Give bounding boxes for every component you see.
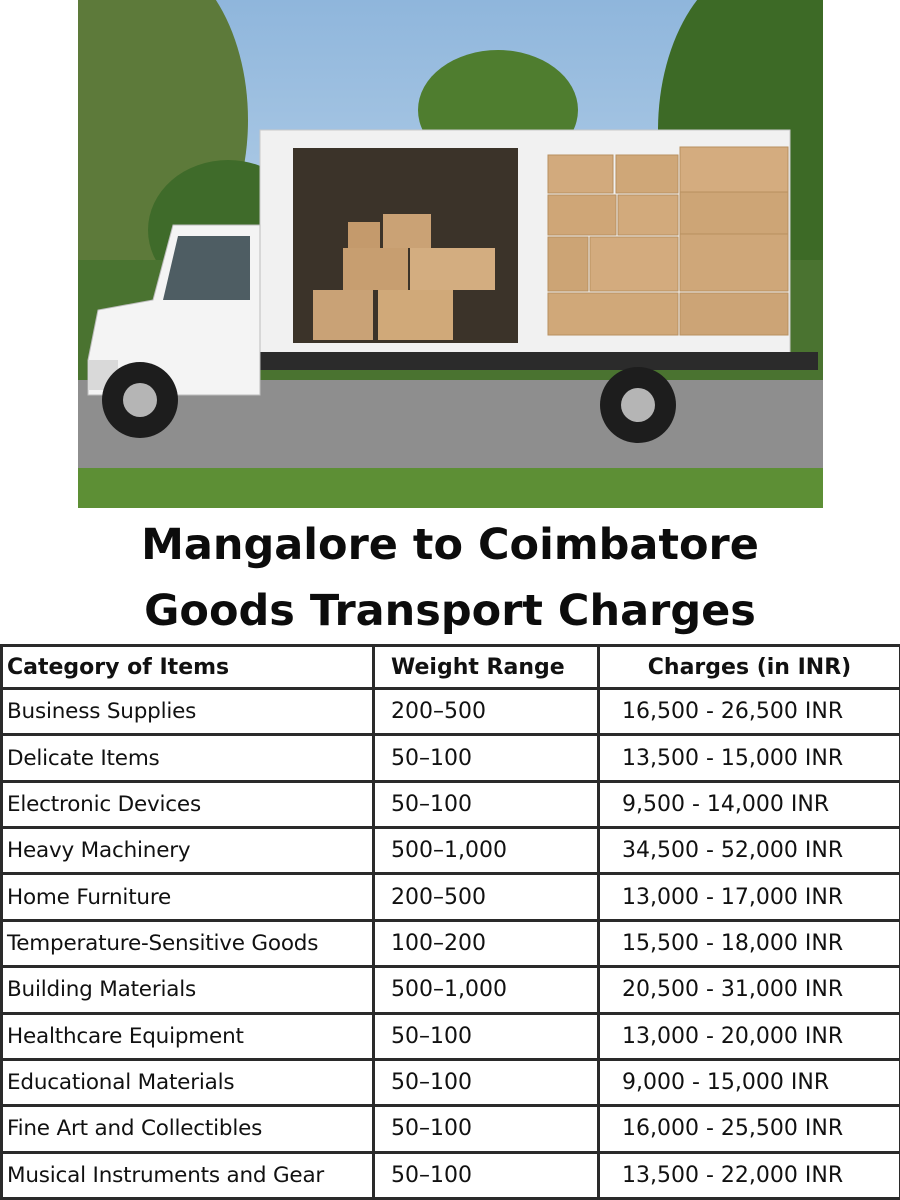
table-row	[2, 1013, 900, 1059]
cell-charges: 16,500 - 26,500 INR	[599, 689, 900, 735]
table-row	[2, 781, 900, 827]
table-row	[2, 1059, 900, 1105]
cell-charges: 34,500 - 52,000 INR	[599, 828, 900, 874]
column-header-category: Category of Items	[2, 646, 374, 689]
cell-weight: 100–200	[374, 920, 599, 966]
cell-category: Delicate Items	[2, 735, 374, 781]
cell-charges: 13,000 - 17,000 INR	[599, 874, 900, 920]
cell-category: Fine Art and Collectibles	[2, 1106, 374, 1152]
truck-illustration	[78, 0, 823, 508]
cell-weight: 50–100	[374, 1152, 599, 1198]
cell-charges: 13,500 - 15,000 INR	[599, 735, 900, 781]
cell-category: Heavy Machinery	[2, 828, 374, 874]
title-line-2: Goods Transport Charges	[144, 586, 756, 636]
cell-charges: 15,500 - 18,000 INR	[599, 920, 900, 966]
cell-category: Healthcare Equipment	[2, 1013, 374, 1059]
table-row	[2, 874, 900, 920]
table-row	[2, 1152, 900, 1198]
column-header-charges: Charges (in INR)	[599, 646, 900, 689]
page-title	[0, 512, 900, 642]
cell-weight: 200–500	[374, 874, 599, 920]
cell-charges: 9,500 - 14,000 INR	[599, 781, 900, 827]
cell-weight: 200–500	[374, 689, 599, 735]
cell-category: Home Furniture	[2, 874, 374, 920]
title-line-1: Mangalore to Coimbatore	[141, 520, 759, 570]
cell-weight: 50–100	[374, 1106, 599, 1152]
cell-category: Temperature-Sensitive Goods	[2, 920, 374, 966]
cell-category: Electronic Devices	[2, 781, 374, 827]
table-row	[2, 735, 900, 781]
cell-charges: 9,000 - 15,000 INR	[599, 1059, 900, 1105]
cell-charges: 13,500 - 22,000 INR	[599, 1152, 900, 1198]
cell-weight: 50–100	[374, 1059, 599, 1105]
cell-charges: 13,000 - 20,000 INR	[599, 1013, 900, 1059]
cell-weight: 50–100	[374, 1013, 599, 1059]
table-header-row	[2, 646, 900, 689]
cell-category: Business Supplies	[2, 689, 374, 735]
table-row	[2, 920, 900, 966]
cell-category: Musical Instruments and Gear	[2, 1152, 374, 1198]
cell-charges: 16,000 - 25,500 INR	[599, 1106, 900, 1152]
table-row	[2, 967, 900, 1013]
table-row	[2, 1106, 900, 1152]
cell-charges: 20,500 - 31,000 INR	[599, 967, 900, 1013]
table-row	[2, 689, 900, 735]
column-header-weight: Weight Range	[374, 646, 599, 689]
charges-table	[0, 644, 900, 1200]
hero-truck-photo	[78, 0, 823, 508]
cell-weight: 50–100	[374, 735, 599, 781]
cell-weight: 500–1,000	[374, 967, 599, 1013]
table-row	[2, 828, 900, 874]
cell-weight: 500–1,000	[374, 828, 599, 874]
cell-weight: 50–100	[374, 781, 599, 827]
cell-category: Educational Materials	[2, 1059, 374, 1105]
cell-category: Building Materials	[2, 967, 374, 1013]
